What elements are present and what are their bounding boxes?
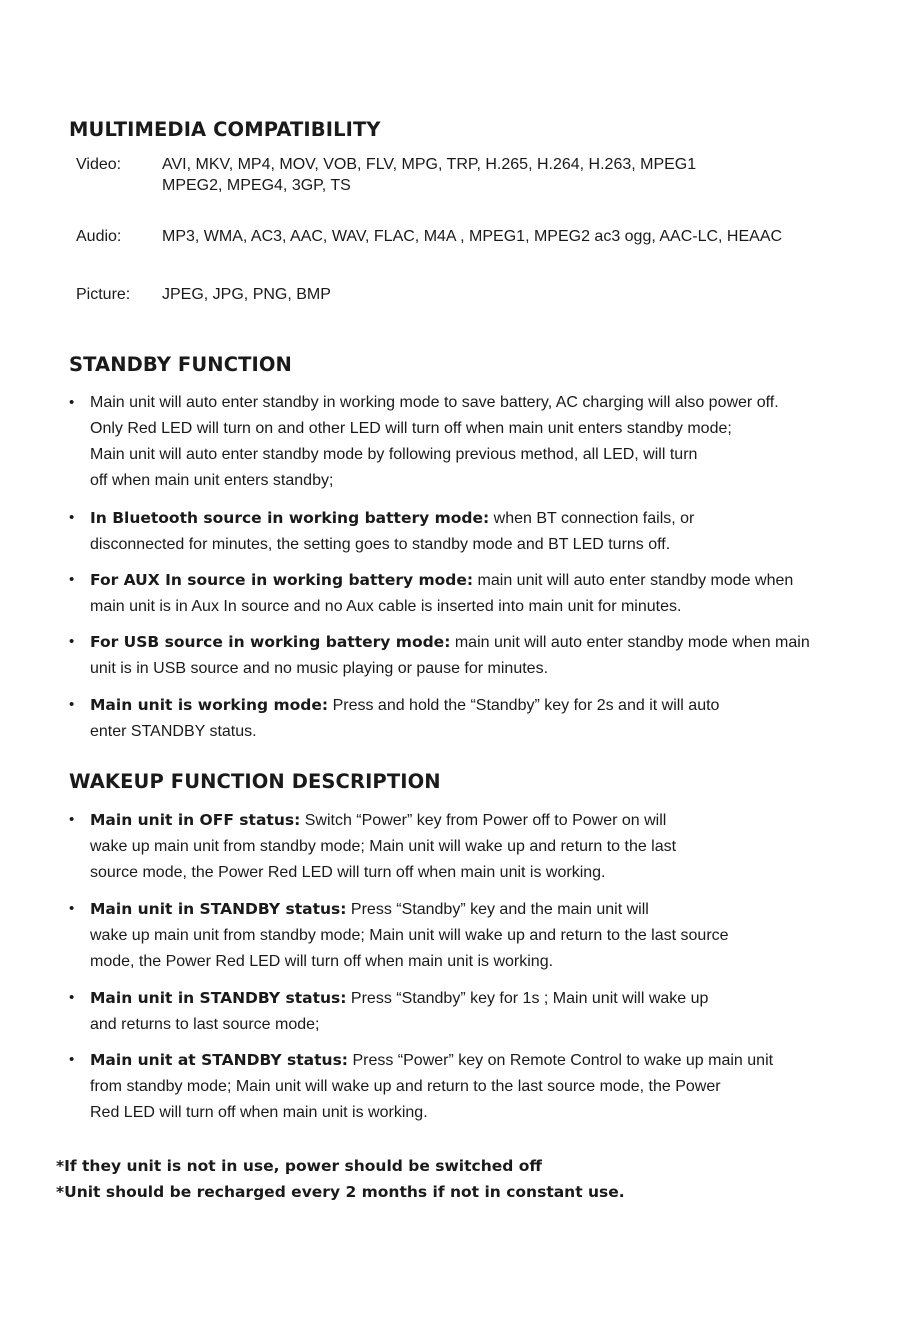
- bullet: •: [69, 571, 75, 588]
- wakeup-item-1-line-3: source mode, the Power Red LED will turn off when main unit is working.: [90, 864, 606, 881]
- bullet: •: [69, 900, 75, 917]
- bullet: •: [69, 989, 75, 1006]
- wakeup-item-1-line-2: wake up main unit from standby mode; Main unit will wake up and return to the last: [90, 838, 677, 855]
- standby-item-4-line-2: unit is in USB source and no music playing or pause for minutes.: [90, 660, 549, 677]
- note-recharge: *Unit should be recharged every 2 months if not in constant use.: [56, 1183, 625, 1201]
- picture-label: Picture:: [76, 286, 131, 303]
- standby-item-4-line-1: [90, 632, 810, 653]
- wakeup-item-2-line-3: mode, the Power Red LED will turn off when main unit is working.: [90, 953, 554, 970]
- multimedia-heading: MULTIMEDIA COMPATIBILITY: [69, 118, 381, 141]
- video-formats-line-2: MPEG2, MPEG4, 3GP, TS: [162, 177, 351, 194]
- wakeup-item-4-title: Main unit at STANDBY status:: [90, 1051, 348, 1069]
- standby-item-2-title: In Bluetooth source in working battery mode:: [90, 509, 490, 527]
- standby-item-5-line-1: [90, 695, 719, 716]
- wakeup-item-2-line-1: [90, 899, 649, 920]
- wakeup-item-4-text: Press “Power” key on Remote Control to wake up main unit: [348, 1052, 774, 1069]
- wakeup-item-4-line-1: [90, 1050, 773, 1071]
- bullet: •: [69, 394, 75, 411]
- standby-item-2-line-1: [90, 508, 694, 529]
- wakeup-item-3-line-1: [90, 988, 708, 1009]
- video-label: Video:: [76, 156, 122, 173]
- standby-item-1-line-3: Main unit will auto enter standby mode by following previous method, all LED, will turn: [90, 446, 698, 463]
- video-formats-line-1: AVI, MKV, MP4, MOV, VOB, FLV, MPG, TRP, H.265, H.264, H.263, MPEG1: [162, 156, 697, 173]
- wakeup-item-4-line-2: from standby mode; Main unit will wake up and return to the last source mode, the Power: [90, 1078, 721, 1095]
- standby-item-1-line-1: Main unit will auto enter standby in working mode to save battery, AC charging will also power off.: [90, 394, 779, 411]
- standby-item-3-text: main unit will auto enter standby mode when: [473, 572, 794, 589]
- bullet: •: [69, 696, 75, 713]
- wakeup-item-2-line-2: wake up main unit from standby mode; Main unit will wake up and return to the last source: [90, 927, 729, 944]
- standby-item-5-title: Main unit is working mode:: [90, 696, 329, 714]
- bullet: •: [69, 811, 75, 828]
- standby-item-1-line-4: off when main unit enters standby;: [90, 472, 334, 489]
- wakeup-item-3-title: Main unit in STANDBY status:: [90, 989, 347, 1007]
- bullet: •: [69, 633, 75, 650]
- standby-item-4-title: For USB source in working battery mode:: [90, 633, 451, 651]
- standby-item-3-line-1: [90, 570, 793, 591]
- audio-label: Audio:: [76, 228, 122, 245]
- wakeup-item-1-title: Main unit in OFF status:: [90, 811, 301, 829]
- standby-item-2-line-2: disconnected for minutes, the setting goes to standby mode and BT LED turns off.: [90, 536, 671, 553]
- standby-item-5-line-2: enter STANDBY status.: [90, 723, 257, 740]
- wakeup-item-1-text: Switch “Power” key from Power off to Power on will: [300, 812, 667, 829]
- wakeup-item-3-text: Press “Standby” key for 1s ; Main unit will wake up: [346, 990, 709, 1007]
- audio-formats: MP3, WMA, AC3, AAC, WAV, FLAC, M4A , MPEG1, MPEG2 ac3 ogg, AAC-LC, HEAAC: [162, 228, 783, 245]
- note-power-off: *If they unit is not in use, power should be switched off: [56, 1157, 542, 1175]
- standby-heading: STANDBY FUNCTION: [69, 353, 292, 376]
- standby-item-5-text: Press and hold the “Standby” key for 2s and it will auto: [328, 697, 720, 714]
- standby-item-3-title: For AUX In source in working battery mode:: [90, 571, 474, 589]
- wakeup-item-4-line-3: Red LED will turn off when main unit is working.: [90, 1104, 428, 1121]
- wakeup-item-3-line-2: and returns to last source mode;: [90, 1016, 320, 1033]
- standby-item-1-line-2: Only Red LED will turn on and other LED will turn off when main unit enters standby mode;: [90, 420, 732, 437]
- wakeup-item-2-text: Press “Standby” key and the main unit will: [346, 901, 649, 918]
- standby-item-3-line-2: main unit is in Aux In source and no Aux cable is inserted into main unit for minutes.: [90, 598, 682, 615]
- standby-item-2-text: when BT connection fails, or: [489, 510, 695, 527]
- wakeup-item-1-line-1: [90, 810, 666, 831]
- bullet: •: [69, 509, 75, 526]
- wakeup-item-2-title: Main unit in STANDBY status:: [90, 900, 347, 918]
- standby-item-4-text: main unit will auto enter standby mode when main: [450, 634, 810, 651]
- picture-formats: JPEG, JPG, PNG, BMP: [162, 286, 331, 303]
- wakeup-heading: WAKEUP FUNCTION DESCRIPTION: [69, 770, 441, 793]
- bullet: •: [69, 1051, 75, 1068]
